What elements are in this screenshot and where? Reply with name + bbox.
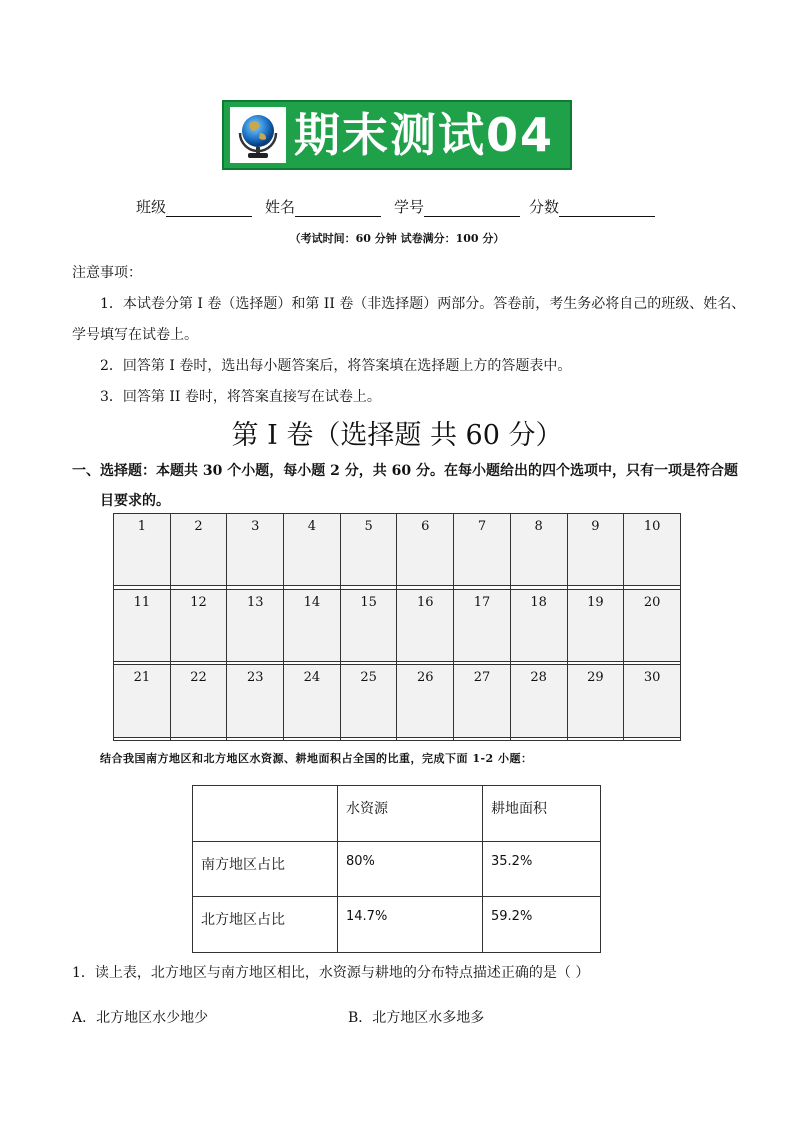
data-table	[192, 785, 601, 953]
class-label: 班级	[136, 198, 167, 216]
header-cell-farmland: 耕地面积	[483, 786, 601, 842]
question-number-cell: 15	[340, 589, 397, 661]
question-number-cell: 18	[510, 589, 567, 661]
notice-item-3: 3．回答第 II 卷时，将答案直接写在试卷上。	[100, 389, 381, 405]
question-1-option-a[interactable]: A．北方地区水少地少	[72, 1010, 209, 1026]
row-label-south: 南方地区占比	[193, 841, 338, 897]
question-number-cell: 16	[397, 589, 454, 661]
answer-number-row	[114, 514, 681, 586]
answer-cell[interactable]	[454, 737, 511, 740]
question-number-cell: 6	[397, 514, 454, 586]
question-1-stem: 1．读上表，北方地区与南方地区相比，水资源与耕地的分布特点描述正确的是（ ）	[72, 965, 590, 981]
notice-heading: 注意事项：	[72, 265, 142, 281]
header-cell-water: 水资源	[338, 786, 483, 842]
question-number-cell: 5	[340, 514, 397, 586]
answer-number-row	[114, 665, 681, 737]
answer-cell[interactable]	[510, 737, 567, 740]
answer-cell[interactable]	[567, 737, 624, 740]
answer-cell[interactable]	[170, 737, 227, 740]
question-number-cell: 10	[624, 514, 681, 586]
question-number-cell: 19	[567, 589, 624, 661]
data-table-header-row	[193, 786, 601, 842]
answer-cell[interactable]	[340, 737, 397, 740]
question-number-cell: 12	[170, 589, 227, 661]
question-number-cell: 4	[284, 514, 341, 586]
answer-grid	[113, 513, 681, 741]
south-farmland-value: 35.2%	[483, 841, 601, 897]
score-label: 分数	[529, 198, 560, 216]
question-number-cell: 2	[170, 514, 227, 586]
data-table-row	[193, 841, 601, 897]
question-number-cell: 9	[567, 514, 624, 586]
question-number-cell: 20	[624, 589, 681, 661]
data-table-row	[193, 897, 601, 953]
globe-icon	[230, 107, 286, 163]
question-number-cell: 17	[454, 589, 511, 661]
notice-item-2: 2．回答第 I 卷时，选出每小题答案后，将答案填在选择题上方的答题表中。	[100, 358, 572, 374]
question-number-cell: 22	[170, 665, 227, 737]
score-blank[interactable]	[559, 200, 655, 217]
name-blank[interactable]	[295, 200, 381, 217]
banner-title: 期末测试04	[294, 108, 555, 162]
question-intro-line-2: 目要求的。	[100, 493, 170, 509]
question-1-option-b[interactable]: B．北方地区水多地多	[348, 1010, 485, 1026]
question-number-cell: 28	[510, 665, 567, 737]
answer-cell[interactable]	[284, 737, 341, 740]
id-blank[interactable]	[424, 200, 520, 217]
id-field[interactable]	[394, 196, 520, 217]
score-field[interactable]	[529, 196, 655, 217]
class-blank[interactable]	[166, 200, 252, 217]
answer-cell[interactable]	[114, 737, 171, 740]
answer-number-row	[114, 589, 681, 661]
table-caption: 结合我国南方地区和北方地区水资源、耕地面积占全国的比重，完成下面 1-2 小题：	[100, 752, 533, 765]
question-number-cell: 23	[227, 665, 284, 737]
question-number-cell: 3	[227, 514, 284, 586]
question-number-cell: 24	[284, 665, 341, 737]
id-label: 学号	[394, 198, 425, 216]
south-water-value: 80%	[338, 841, 483, 897]
exam-time-note: （考试时间：60 分钟 试卷满分：100 分）	[289, 232, 505, 245]
question-intro-line-1: 一、选择题：本题共 30 个小题，每小题 2 分，共 60 分。在每小题给出的四个选项中，只有一项是符合题	[72, 463, 738, 479]
question-number-cell: 30	[624, 665, 681, 737]
north-farmland-value: 59.2%	[483, 897, 601, 953]
question-number-cell: 11	[114, 589, 171, 661]
question-number-cell: 8	[510, 514, 567, 586]
row-label-north: 北方地区占比	[193, 897, 338, 953]
name-field[interactable]	[265, 196, 381, 217]
notice-item-1-cont: 学号填写在试卷上。	[72, 327, 198, 343]
title-banner	[222, 100, 572, 170]
answer-blank-row	[114, 737, 681, 740]
question-number-cell: 27	[454, 665, 511, 737]
answer-cell[interactable]	[624, 737, 681, 740]
north-water-value: 14.7%	[338, 897, 483, 953]
question-number-cell: 21	[114, 665, 171, 737]
question-number-cell: 7	[454, 514, 511, 586]
question-number-cell: 14	[284, 589, 341, 661]
question-number-cell: 13	[227, 589, 284, 661]
notice-item-1: 1．本试卷分第 I 卷（选择题）和第 II 卷（非选择题）两部分。答卷前，考生务必将自己的班级、姓名、	[100, 296, 746, 312]
question-number-cell: 26	[397, 665, 454, 737]
header-cell-empty	[193, 786, 338, 842]
question-number-cell: 25	[340, 665, 397, 737]
section-title: 第 I 卷（选择题 共 60 分）	[231, 420, 563, 451]
name-label: 姓名	[265, 198, 296, 216]
class-field[interactable]	[136, 196, 252, 217]
question-number-cell: 1	[114, 514, 171, 586]
answer-cell[interactable]	[397, 737, 454, 740]
answer-cell[interactable]	[227, 737, 284, 740]
question-number-cell: 29	[567, 665, 624, 737]
